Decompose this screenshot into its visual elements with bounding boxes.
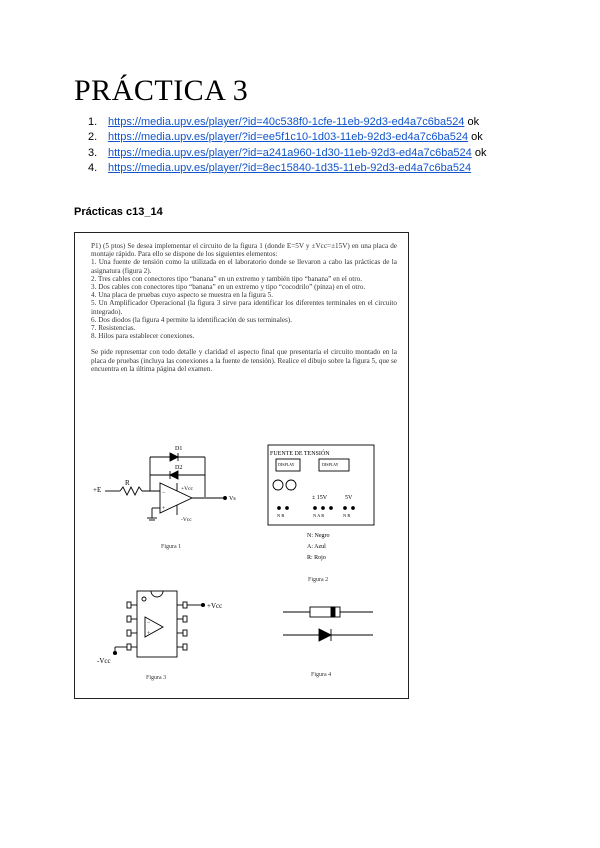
video-link-1[interactable]: https://media.upv.es/player/?id=40c538f0-1cfe-11eb-92d3-ed4a7c6ba524 <box>108 116 465 128</box>
video-link-3[interactable]: https://media.upv.es/player/?id=a241a960-1d30-11eb-92d3-ed4a7c6ba524 <box>108 146 472 159</box>
figure-3-opamp-ic <box>113 591 204 657</box>
fig1-d2-label: D2 <box>175 465 183 471</box>
page-title: PRÁCTICA 3 <box>74 74 249 107</box>
figure-2-caption: Figura 2 <box>308 577 329 583</box>
fig2-display-1: DISPLAY <box>278 462 295 467</box>
video-link-4[interactable]: https://media.upv.es/player/?id=8ec15840-1d35-11eb-92d3-ed4a7c6ba524 <box>108 161 472 174</box>
fig2-terminals-1: N R <box>277 513 285 518</box>
fig2-voltage-5v: 5V <box>345 495 353 501</box>
fig2-terminals-2: N A R <box>313 513 325 518</box>
svg-text:−: − <box>162 490 166 496</box>
exam-item: 4. Una placa de pruebas cuyo aspecto se muestra en la figura 5. <box>91 291 274 300</box>
fig1-r-label: R <box>125 479 130 487</box>
fig3-vcc-pos-label: +Vcc <box>207 602 223 610</box>
exam-item: 1. Una fuente de tensión como la utilizada en el laboratorio donde se llevaron a cabo las prácticas de la asignatura (figura 2). <box>91 258 397 275</box>
fig1-e-label: +E <box>93 486 102 494</box>
figure-1-caption: Figura 1 <box>161 544 182 550</box>
fig1-vcc-pos-label: +Vcc <box>181 486 193 492</box>
fig2-legend-a: A: Azul <box>307 544 326 550</box>
fig1-d1-label: D1 <box>175 446 183 452</box>
fig2-voltage-15v: ± 15V <box>312 495 328 501</box>
fig3-vcc-neg-label: -Vcc <box>97 657 111 665</box>
status-note: ok <box>468 131 483 144</box>
exam-intro: P1) (5 ptos) Se desea implementar el circuito de la figura 1 (donde E=5V y ±Vcc=±15V) en una placa de montaje rápido. Para ello se dispone de los siguientes elementos: <box>91 242 397 259</box>
fig2-title: FUENTE DE TENSIÓN <box>270 451 330 457</box>
fig2-display-2: DISPLAY <box>322 462 339 467</box>
exam-scan <box>74 232 409 699</box>
exam-item: 2. Tres cables con conectores tipo “banana” en un extremo y también tipo “banana” en el otro. <box>91 274 363 283</box>
video-link-2[interactable]: https://media.upv.es/player/?id=ee5f1c10-1d03-11eb-92d3-ed4a7c6ba524 <box>108 131 469 144</box>
figure-3-caption: Figura 3 <box>146 675 167 681</box>
video-links-list <box>88 115 486 176</box>
exam-item: 7. Resistencias. <box>91 324 136 333</box>
exam-closing: Se pide representar con todo detalle y claridad el aspecto final que presentaría el circuito montado en la placa de pruebas (incluya las conexiones a la fuente de tensión). Realice el dibujo sobre la figura 5, que se encuentra en la última página del examen. <box>91 348 397 373</box>
list-item: 4. https://media.upv.es/player/?id=8ec15840-1d35-11eb-92d3-ed4a7c6ba524 <box>88 161 472 174</box>
list-item: 2. https://media.upv.es/player/?id=ee5f1c10-1d03-11eb-92d3-ed4a7c6ba524 ok <box>88 131 483 144</box>
svg-text:+: + <box>162 506 166 512</box>
exam-item: 8. Hilos para establecer conexiones. <box>91 332 195 341</box>
list-item: 1. https://media.upv.es/player/?id=40c538f0-1cfe-11eb-92d3-ed4a7c6ba524 ok <box>88 116 480 128</box>
exam-figures <box>75 233 408 698</box>
fig2-terminals-3: N R <box>343 513 351 518</box>
fig1-vcc-neg-label: -Vcc <box>181 517 192 523</box>
section-title: Prácticas c13_14 <box>74 206 163 218</box>
figure-4-caption: Figura 4 <box>311 672 332 678</box>
svg-text:+: + <box>147 631 151 637</box>
figure-2-power-supply <box>268 445 374 525</box>
svg-text:−: − <box>147 620 151 626</box>
exam-item: 3. Dos cables con conectores tipo “banana” en un extremo y tipo “cocodrilo” (pinza) en el otro. <box>91 283 366 292</box>
fig2-legend-r: R: Rojo <box>307 555 326 561</box>
status-note: ok <box>471 146 487 159</box>
list-item: 3. https://media.upv.es/player/?id=a241a960-1d30-11eb-92d3-ed4a7c6ba524 ok <box>88 146 487 159</box>
figure-1-circuit <box>93 446 236 523</box>
exam-item: 5. Un Amplificador Operacional (la figura 3 sirve para identificar los diferentes terminales en el circuito integrado). <box>91 299 397 316</box>
fig1-vs-label: Vs <box>229 496 236 502</box>
status-note: ok <box>464 116 480 128</box>
exam-item: 6. Dos diodos (la figura 4 permite la identificación de sus terminales). <box>91 315 292 324</box>
fig2-legend-n: N: Negro <box>307 533 330 539</box>
figure-4-diodes <box>283 607 373 641</box>
